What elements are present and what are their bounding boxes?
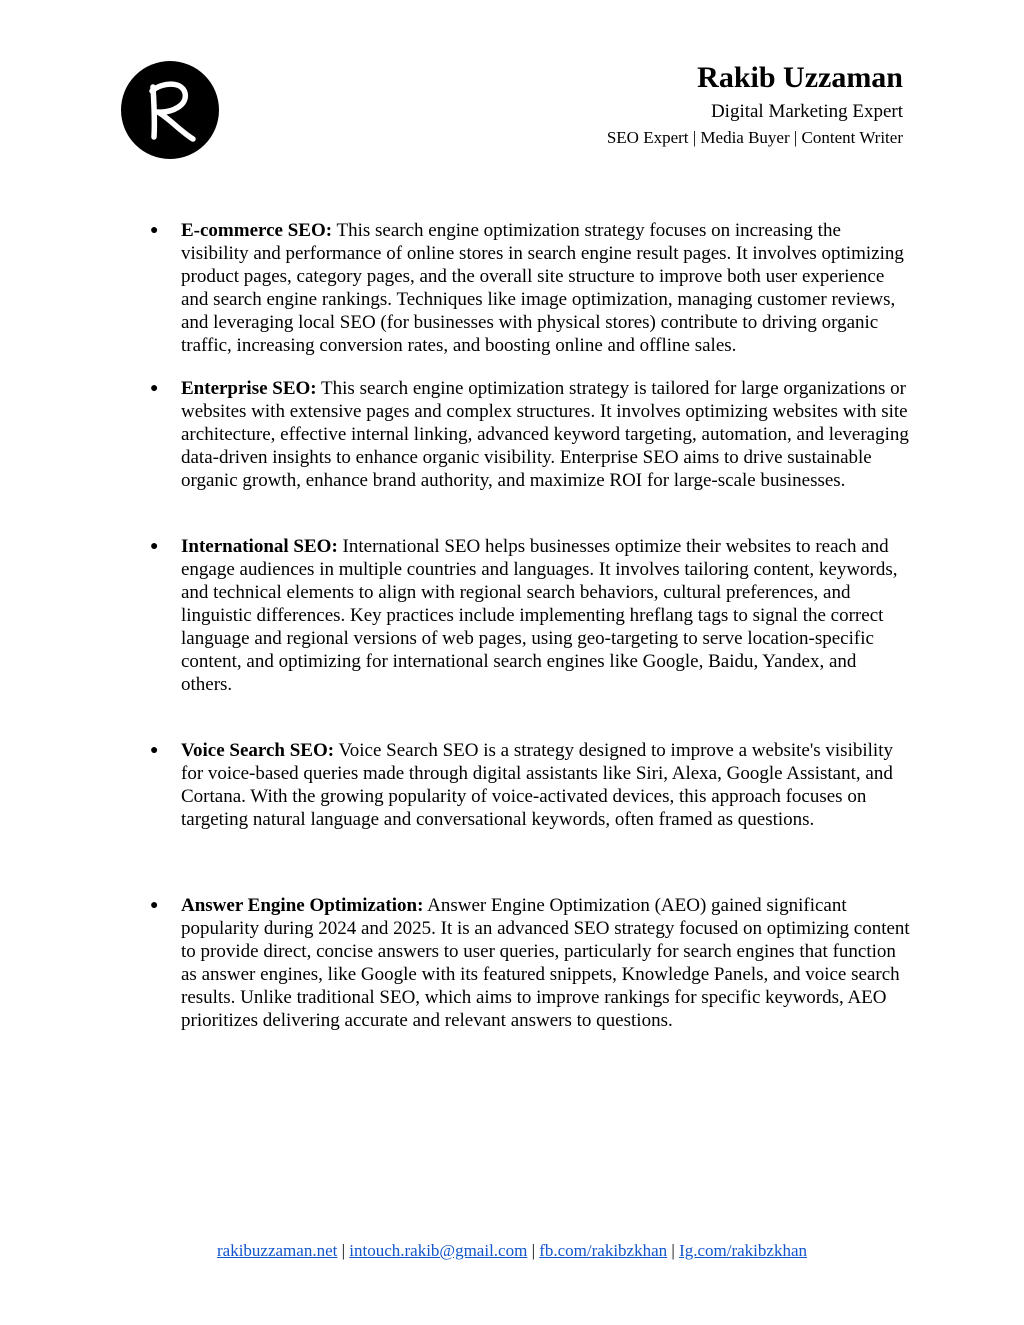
list-item-ecommerce-seo [150, 219, 910, 357]
list-item-term: E-commerce SEO: [181, 220, 333, 241]
footer-separator: | [341, 1241, 345, 1260]
email-link[interactable]: intouch.rakib@gmail.com [349, 1241, 528, 1260]
bullet-icon: ● [150, 381, 159, 396]
bullet-icon: ● [150, 743, 159, 758]
facebook-link[interactable]: fb.com/rakibzkhan [539, 1241, 668, 1260]
bullet-icon: ● [150, 539, 159, 554]
list-item-enterprise-seo [150, 377, 910, 492]
list-item-description: Answer Engine Optimization (AEO) gained significant popularity during 2024 and 2025. It is an advanced SEO strategy focused on optimizing content to provide direct, concise answers to user queries, particularly for search engines that function as answer engines, like Google with its featured snippets, Knowledge Panels, and voice search results. Unlike traditional SEO, which aims to improve rankings for specific keywords, AEO prioritizes delivering accurate and relevant answers to questions. [181, 895, 910, 1031]
seo-strategy-list [150, 219, 910, 1032]
list-item-answer-engine-optimization [150, 894, 910, 1032]
author-skills: SEO Expert | Media Buyer | Content Writer [606, 128, 903, 147]
list-item-text [181, 219, 910, 357]
list-item-international-seo [150, 535, 910, 696]
r-monogram-logo [121, 61, 219, 159]
list-item-voice-search-seo [150, 739, 910, 831]
list-item-description: Voice Search SEO is a strategy designed to improve a website's visibility for voice-based queries made through digital assistants like Siri, Alexa, Google Assistant, and Cortana. With the growing popularity of voice-activated devices, this approach focuses on targeting natural language and conversational keywords, often framed as questions. [181, 740, 893, 830]
header [607, 60, 903, 149]
author-name: Rakib Uzzaman [697, 61, 903, 94]
footer-contact-links [0, 1240, 1024, 1262]
list-item-term: Voice Search SEO: [181, 740, 335, 761]
list-item-text [181, 894, 910, 1032]
list-item-term: International SEO: [181, 536, 338, 557]
list-item-term: Answer Engine Optimization: [181, 895, 424, 916]
footer-separator: | [671, 1241, 675, 1260]
footer-separator: | [531, 1241, 535, 1260]
list-item-term: Enterprise SEO: [181, 378, 317, 399]
list-item-text [181, 739, 910, 831]
bullet-icon: ● [150, 898, 159, 913]
instagram-link[interactable]: Ig.com/rakibzkhan [679, 1241, 807, 1260]
list-item-text [181, 535, 910, 696]
list-item-text [181, 377, 910, 492]
list-item-description: International SEO helps businesses optimize their websites to reach and engage audiences in multiple countries and languages. It involves tailoring content, keywords, and technical elements to align with regional search behaviors, cultural preferences, and linguistic differences. Key practices include implementing hreflang tags to signal the correct language and regional versions of web pages, using geo-targeting to serve location-specific content, and optimizing for international search engines like Google, Baidu, Yandex, and others. [181, 536, 898, 695]
website-link[interactable]: rakibuzzaman.net [216, 1241, 338, 1260]
bullet-icon: ● [150, 223, 159, 238]
author-role: Digital Marketing Expert [710, 101, 903, 122]
r-letter-icon [138, 75, 202, 145]
list-item-description: This search engine optimization strategy is tailored for large organizations or websites with extensive pages and complex structures. It involves optimizing websites with site architecture, effective internal linking, advanced keyword targeting, automation, and leveraging data-driven insights to enhance organic visibility. Enterprise SEO aims to drive sustainable organic growth, enhance brand authority, and maximize ROI for large-scale businesses. [181, 378, 909, 491]
list-item-description: This search engine optimization strategy focuses on increasing the visibility and performance of online stores in search engine result pages. It involves optimizing product pages, category pages, and the overall site structure to improve both user experience and search engine rankings. Techniques like image optimization, managing customer reviews, and leveraging local SEO (for businesses with physical stores) contribute to driving organic traffic, increasing conversion rates, and boosting online and offline sales. [181, 220, 904, 356]
